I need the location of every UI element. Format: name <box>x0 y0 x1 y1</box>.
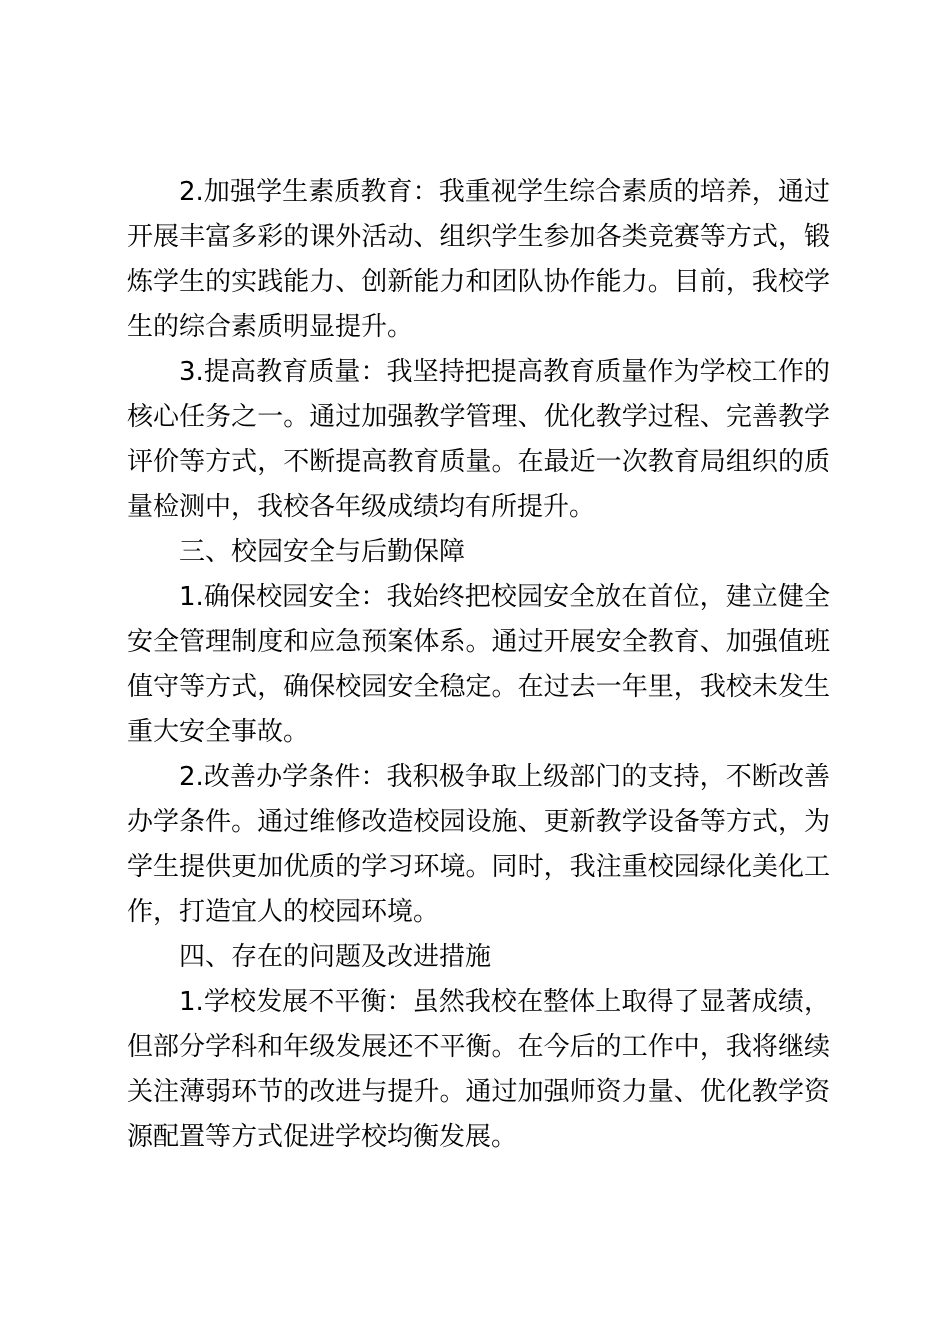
document-body <box>127 170 830 1160</box>
paragraph-campus-safety: 1.确保校园安全：我始终把校园安全放在首位，建立健全安全管理制度和应急预案体系。通过开展安全教育、加强值班值守等方式，确保校园安全稳定。在过去一年里，我校未发生重大安全事故。 <box>127 582 830 747</box>
paragraph-quality-education: 2.加强学生素质教育：我重视学生综合素质的培养，通过开展丰富多彩的课外活动、组织学生参加各类竞赛等方式，锻炼学生的实践能力、创新能力和团队协作能力。目前，我校学生的综合素质明显提升。 <box>127 177 830 342</box>
paragraph-unbalanced-development: 1.学校发展不平衡：虽然我校在整体上取得了显著成绩，但部分学科和年级发展还不平衡。在今后的工作中，我将继续关注薄弱环节的改进与提升。通过加强师资力量、优化教学资源配置等方式促进学校均衡发展。 <box>127 987 830 1152</box>
section-heading-campus-safety: 三、校园安全与后勤保障 <box>179 537 466 567</box>
paragraph-teaching-quality: 3.提高教育质量：我坚持把提高教育质量作为学校工作的核心任务之一。通过加强教学管理、优化教学过程、完善教学评价等方式，不断提高教育质量。在最近一次教育局组织的质量检测中，我校各年级成绩均有所提升。 <box>127 357 830 522</box>
section-heading-problems: 四、存在的问题及改进措施 <box>179 942 492 972</box>
paragraph-school-conditions: 2.改善办学条件：我积极争取上级部门的支持，不断改善办学条件。通过维修改造校园设施、更新教学设备等方式，为学生提供更加优质的学习环境。同时，我注重校园绿化美化工作，打造宜人的校园环境。 <box>127 762 830 927</box>
